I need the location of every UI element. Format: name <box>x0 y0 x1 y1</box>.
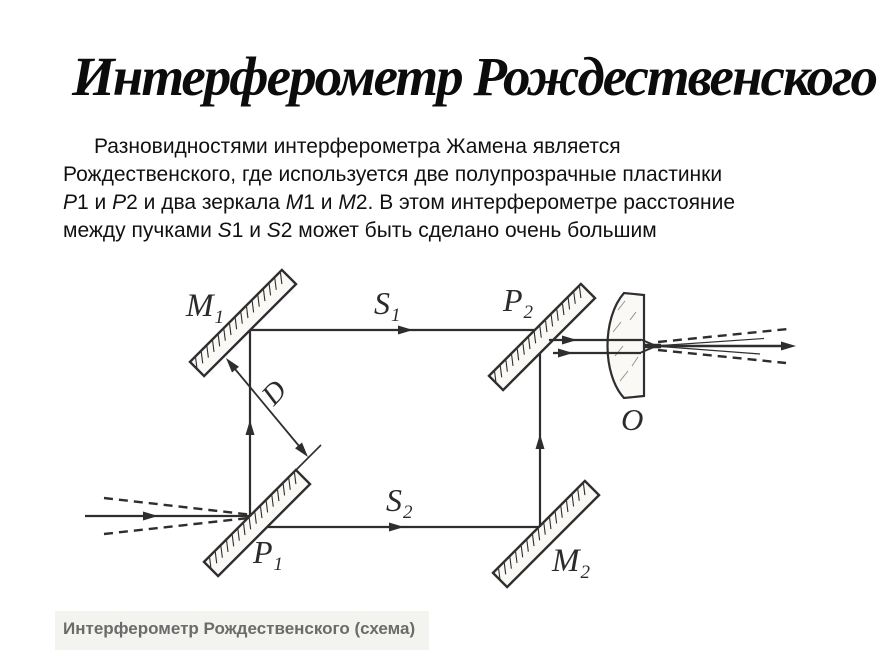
label-s1: $S_1$ <box>374 285 401 326</box>
label-m2: $M_2$ <box>552 543 590 583</box>
figure-caption: Интерферометр Рождественского (схема) <box>63 619 416 638</box>
paragraph-line: между пучками S1 и S2 может быть сделано очень большим <box>63 219 657 242</box>
figure-caption-band <box>55 611 429 650</box>
lens-icon <box>608 293 645 398</box>
label-p1: $P_1$ <box>253 534 284 575</box>
beam-arrowheads <box>143 326 796 532</box>
label-p2: $P_2$ <box>503 282 534 323</box>
label-o: O <box>621 402 644 437</box>
label-d: D <box>255 374 294 412</box>
paragraph-line: P1 и P2 и два зеркала M1 и M2. В этом интерферометре расстояние <box>63 191 736 214</box>
paragraph-line: Рождественского, где используется две полупрозрачные пластинки <box>63 163 723 186</box>
page-title: Интерферометр Рождественского <box>72 46 876 107</box>
label-m1: $M_1$ <box>186 288 224 328</box>
paragraph-line: Разновидностями интерферометра Жамена является <box>94 135 621 158</box>
label-s2: $S_2$ <box>386 482 413 523</box>
